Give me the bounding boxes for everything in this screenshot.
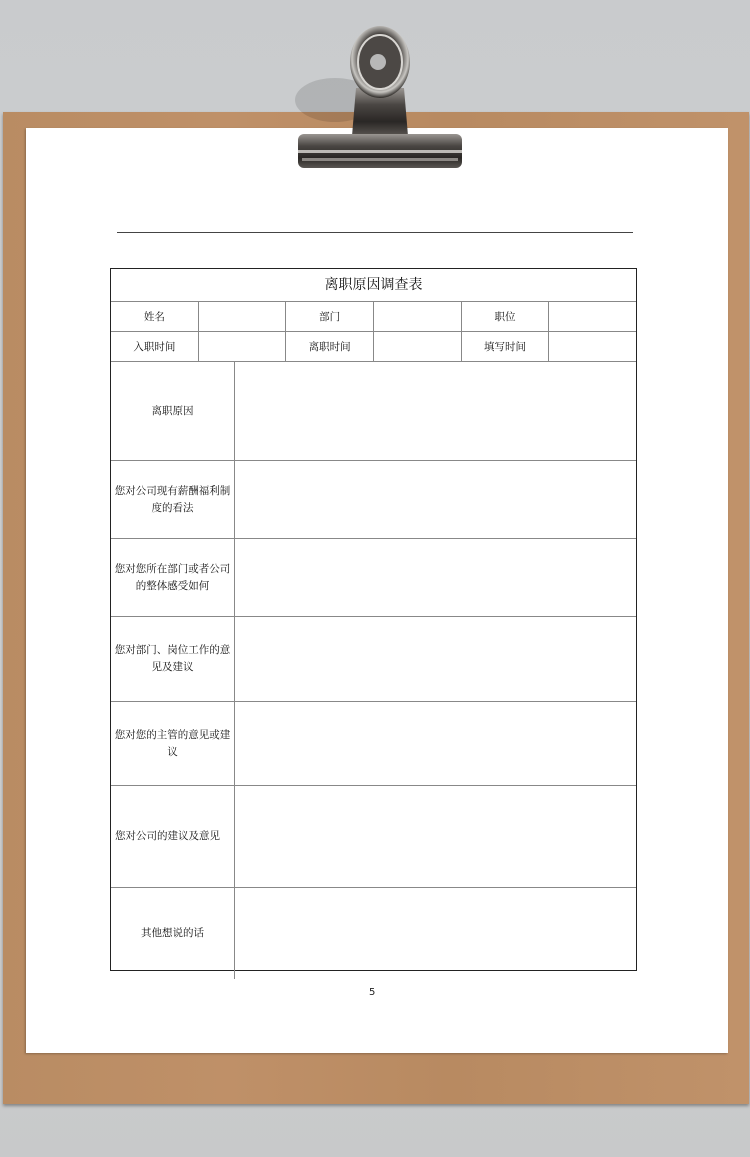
answer-field[interactable] xyxy=(235,461,636,538)
page-number: 5 xyxy=(369,987,376,998)
answer-field[interactable] xyxy=(235,702,636,785)
answer-field[interactable] xyxy=(235,888,636,979)
name-label: 姓名 xyxy=(111,302,199,331)
answer-field[interactable] xyxy=(235,362,636,460)
info-row-2 xyxy=(111,332,636,362)
answer-field[interactable] xyxy=(235,786,636,887)
question-label: 您对公司的建议及意见 xyxy=(111,786,235,887)
question-label: 您对您所在部门或者公司的整体感受如何 xyxy=(111,539,235,616)
position-label: 职位 xyxy=(462,302,550,331)
question-label: 离职原因 xyxy=(111,362,235,460)
department-field[interactable] xyxy=(374,302,462,331)
question-row xyxy=(111,888,636,979)
answer-field[interactable] xyxy=(235,617,636,701)
hire-date-label: 入职时间 xyxy=(111,332,199,361)
question-label: 您对公司现有薪酬福利制度的看法 xyxy=(111,461,235,538)
info-row-1 xyxy=(111,302,636,332)
form-title: 离职原因调查表 xyxy=(111,269,636,302)
fill-date-label: 填写时间 xyxy=(462,332,550,361)
leave-date-field[interactable] xyxy=(374,332,462,361)
question-row xyxy=(111,702,636,786)
binder-clip-icon xyxy=(0,0,750,180)
hire-date-field[interactable] xyxy=(199,332,287,361)
department-label: 部门 xyxy=(286,302,374,331)
fill-date-field[interactable] xyxy=(549,332,636,361)
question-row xyxy=(111,461,636,539)
question-row xyxy=(111,362,636,461)
answer-field[interactable] xyxy=(235,539,636,616)
question-label: 您对部门、岗位工作的意见及建议 xyxy=(111,617,235,701)
question-row xyxy=(111,539,636,617)
name-field[interactable] xyxy=(199,302,287,331)
resignation-survey-form xyxy=(110,268,637,971)
position-field[interactable] xyxy=(549,302,636,331)
leave-date-label: 离职时间 xyxy=(286,332,374,361)
question-label: 您对您的主管的意见或建议 xyxy=(111,702,235,785)
question-label: 其他想说的话 xyxy=(111,888,235,979)
header-rule xyxy=(117,232,633,233)
question-row xyxy=(111,786,636,888)
question-row xyxy=(111,617,636,702)
